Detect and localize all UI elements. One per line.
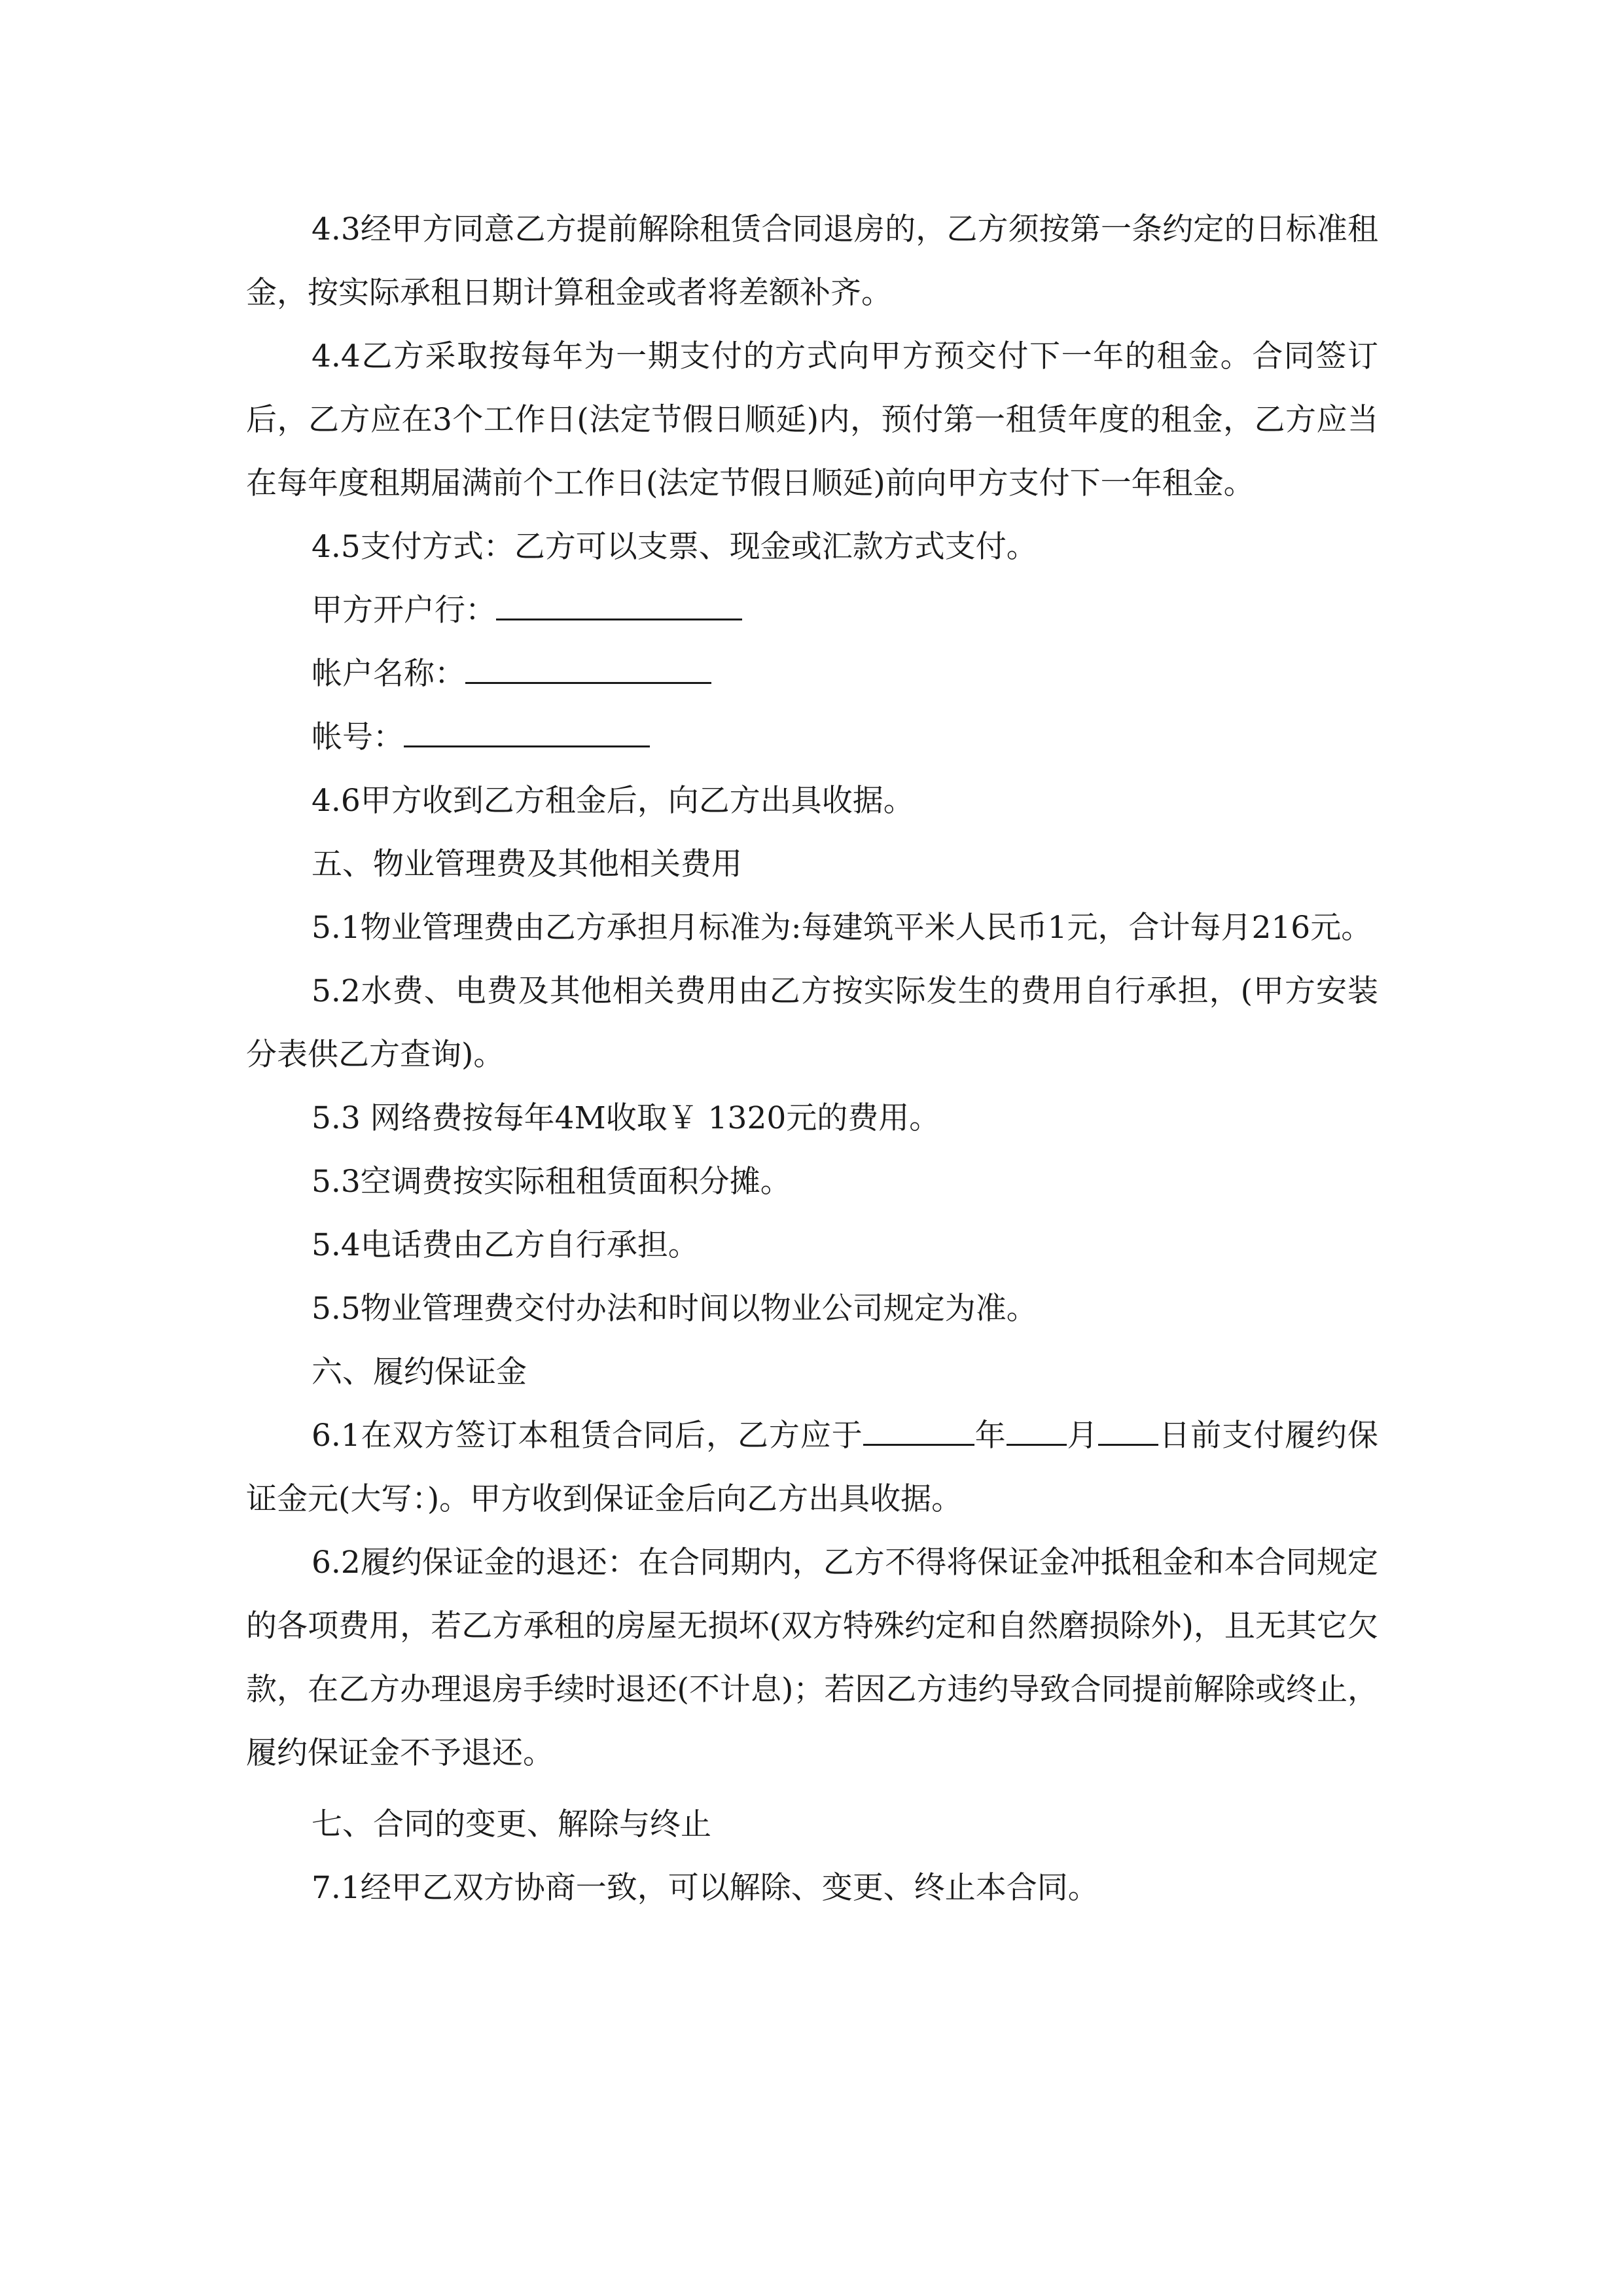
day-blank xyxy=(1098,1418,1158,1446)
clause-4-3: 4.3经甲方同意乙方提前解除租赁合同退房的，乙方须按第一条约定的日标准租金，按实际承租日期计算租金或者将差额补齐。 xyxy=(246,211,1378,311)
clause-5-2: 5.2水费、电费及其他相关费用由乙方按实际发生的费用自行承担，(甲方安装分表供乙方查询)。 xyxy=(246,973,1378,1073)
clause-6-1-start: 6.1在双方签订本租赁合同后，乙方应于 xyxy=(312,1418,863,1454)
clause-6-1-end: 日前支付履约保证金元(大写：)。甲方收到保证金后向乙方出具收据。 xyxy=(246,1418,1378,1517)
year-blank xyxy=(863,1418,974,1446)
clause-7-1: 7.1经甲乙双方协商一致，可以解除、变更、终止本合同。 xyxy=(312,1870,1099,1906)
account-name-line xyxy=(246,642,1378,706)
clause-4-6: 4.6甲方收到乙方租金后，向乙方出具收据。 xyxy=(312,783,914,819)
section-5-heading: 五、物业管理费及其他相关费用 xyxy=(312,846,742,882)
account-no-label: 帐号： xyxy=(312,719,404,755)
section-7-heading: 七、合同的变更、解除与终止 xyxy=(312,1806,711,1842)
account-no-blank xyxy=(404,719,650,747)
clause-6-2: 6.2履约保证金的退还：在合同期内，乙方不得将保证金冲抵租金和本合同规定的各项费用，若乙方承租的房屋无损坏(双方特殊约定和自然磨损除外)，且无其它欠款，在乙方办理退房手续时退还(不计息)；若因乙方违约导致合同提前解除或终止，履约保证金不予退还。 xyxy=(246,1545,1378,1771)
account-name-label: 帐户名称： xyxy=(312,656,465,692)
clause-5-4: 5.4电话费由乙方自行承担。 xyxy=(312,1227,699,1263)
account-no-line xyxy=(246,706,1378,769)
bank-label: 甲方开户行： xyxy=(312,592,496,628)
clause-4-4: 4.4乙方采取按每年为一期支付的方式向甲方预交付下一年的租金。合同签订后，乙方应在3个工作日(法定节假日顺延)内，预付第一租赁年度的租金，乙方应当在每年度租期届满前个工作日(法定节假日顺延)前向甲方支付下一年租金。 xyxy=(246,338,1378,501)
clause-5-3-network: 5.3 网络费按每年4M收取￥ 1320元的费用。 xyxy=(312,1100,940,1136)
contract-page xyxy=(246,198,1378,1920)
clause-5-1: 5.1物业管理费由乙方承担月标准为:每建筑平米人民币1元，合计每月216元。 xyxy=(312,910,1372,946)
clause-5-3-aircon: 5.3空调费按实际租租赁面积分摊。 xyxy=(312,1164,791,1200)
year-label: 年 xyxy=(974,1418,1007,1454)
bank-line xyxy=(246,579,1378,642)
clause-4-5: 4.5支付方式：乙方可以支票、现金或汇款方式支付。 xyxy=(312,529,1037,565)
month-blank xyxy=(1007,1418,1067,1446)
month-label: 月 xyxy=(1066,1418,1099,1454)
clause-5-5: 5.5物业管理费交付办法和时间以物业公司规定为准。 xyxy=(312,1291,1037,1327)
section-6-heading: 六、履约保证金 xyxy=(312,1354,527,1390)
bank-blank xyxy=(496,592,742,620)
clause-6-1 xyxy=(246,1404,1378,1531)
account-name-blank xyxy=(465,656,711,684)
